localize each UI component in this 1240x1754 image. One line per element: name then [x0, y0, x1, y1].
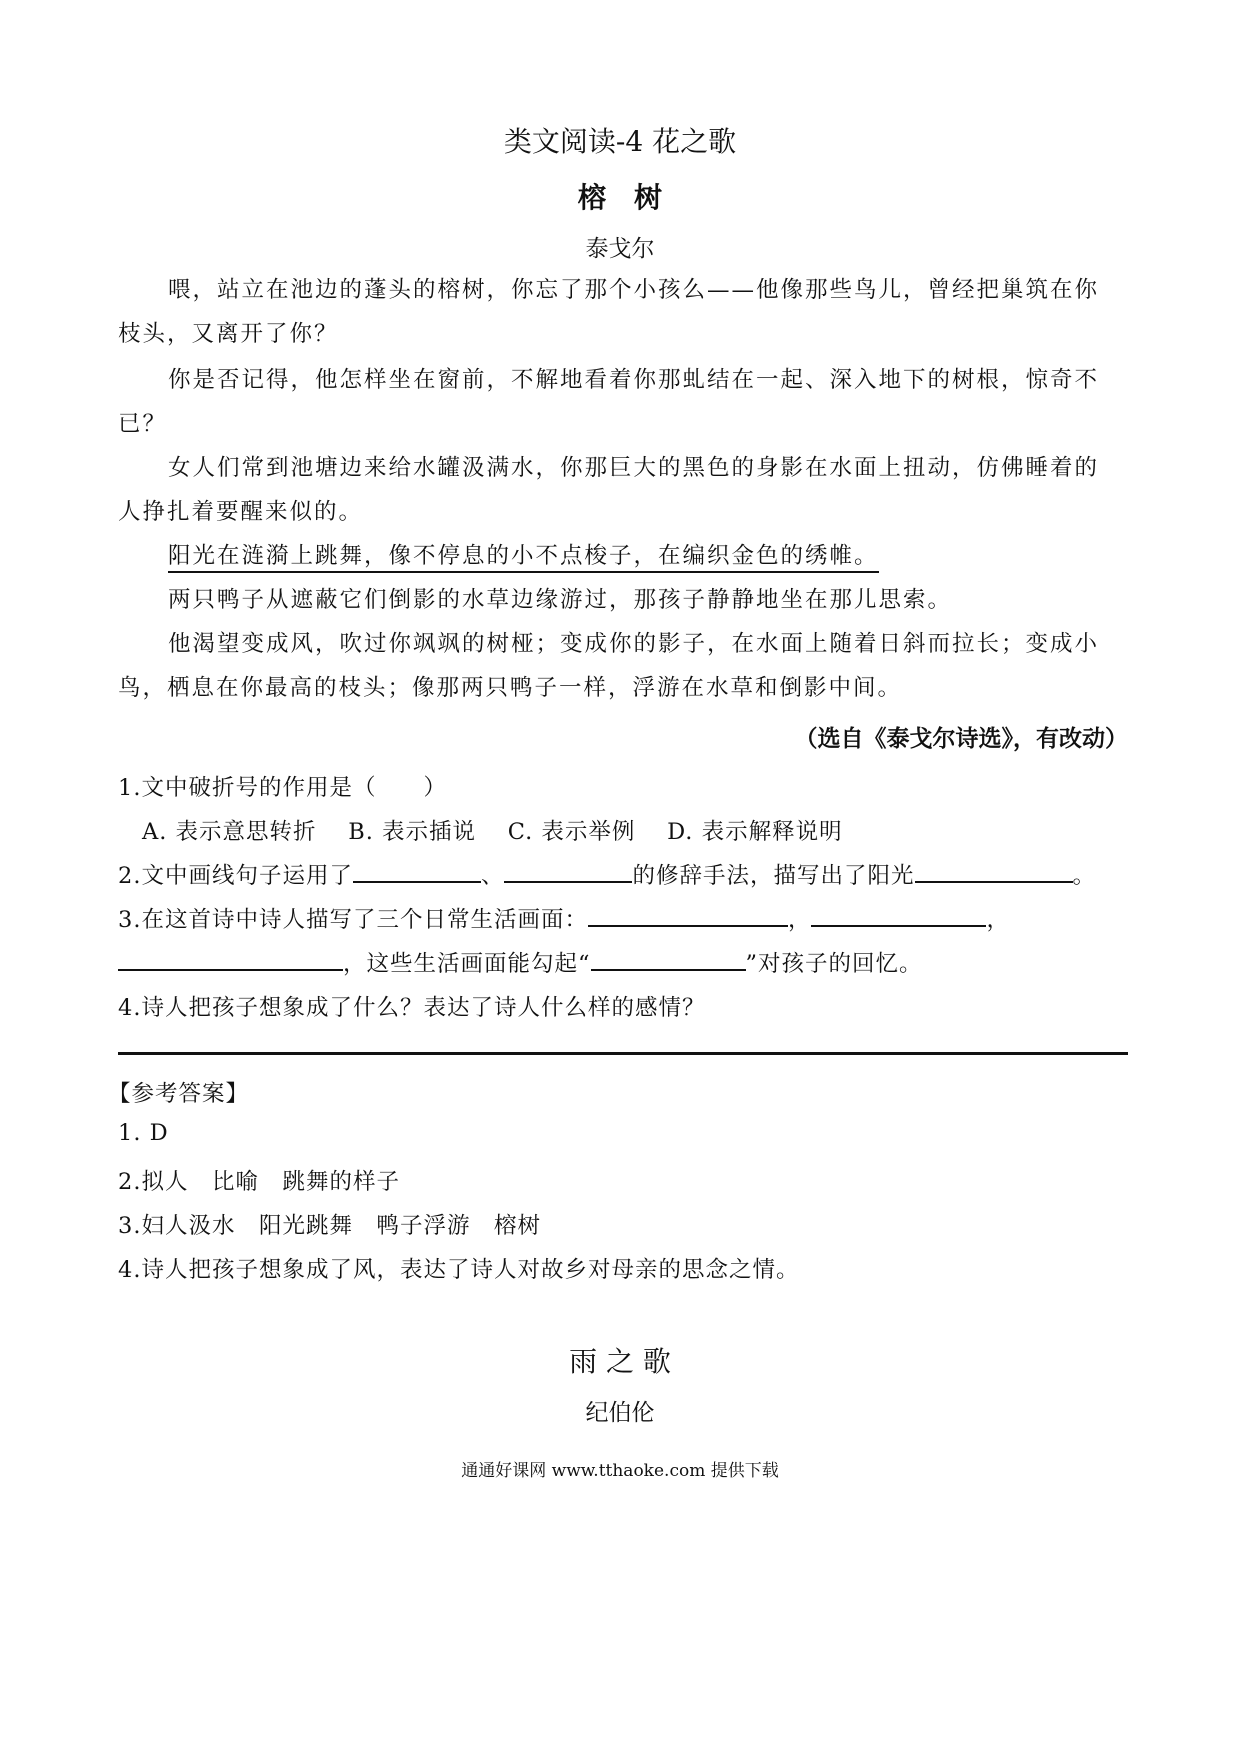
question-4: 4.诗人把孩子想象成了什么？表达了诗人什么样的感情？	[118, 995, 706, 1021]
answer-blank[interactable]	[811, 924, 986, 927]
question-2-text-b: 的修辞手法，描写出了阳光	[632, 863, 915, 889]
question-2-separator: 、	[480, 863, 505, 889]
answer-2: 2.拟人 比喻 跳舞的样子	[118, 1169, 400, 1195]
poem-paragraph-1-line-2: 枝头，又离开了你？	[118, 321, 339, 347]
question-3-line-2	[118, 946, 923, 978]
poem-paragraph-2-line-2: 已？	[118, 411, 168, 437]
footer-text: 通通好课网 www.tthaoke.com 提供下载	[461, 1461, 779, 1481]
question-1: 1.文中破折号的作用是（ ）	[118, 775, 447, 801]
poem-paragraph-5: 两只鸭子从遮蔽它们倒影的水草边缘游过，那孩子静静地坐在那儿思索。	[168, 587, 953, 613]
question-2-end: 。	[1072, 863, 1097, 889]
poem-source: （选自《泰戈尔诗选》，有改动）	[794, 726, 1128, 752]
question-3-comma-2: ，	[986, 907, 1010, 933]
question-3-text-b: ，这些生活画面能勾起“	[343, 951, 591, 977]
answer-4: 4.诗人把孩子想象成了风，表达了诗人对故乡对母亲的思念之情。	[118, 1257, 800, 1283]
question-3-comma-1: ，	[787, 907, 812, 933]
poem-paragraph-3-line-2: 人挣扎着要醒来似的。	[118, 499, 364, 525]
answer-blank[interactable]	[591, 968, 746, 971]
poem-paragraph-6-line-2: 鸟，栖息在你最高的枝头；像那两只鸭子一样，浮游在水草和倒影中间。	[118, 675, 903, 701]
question-1-options: A. 表示意思转折 B. 表示插说 C. 表示举例 D. 表示解释说明	[142, 819, 843, 845]
poem-paragraph-6-line-1: 他渴望变成风，吹过你飒飒的树桠；变成你的影子，在水面上随着日斜而拉长；变成小	[168, 631, 1100, 657]
answer-blank[interactable]	[353, 880, 481, 883]
next-poem-title: 雨 之 歌	[569, 1345, 671, 1378]
section-divider	[118, 1052, 1128, 1055]
answers-heading: 【参考答案】	[108, 1081, 250, 1107]
answer-blank[interactable]	[588, 924, 788, 927]
underlined-sentence: 阳光在涟漪上跳舞，像不停息的小不点梭子，在编织金色的绣帷。	[168, 543, 879, 573]
answer-blank[interactable]	[118, 968, 343, 971]
next-poem-author: 纪伯伦	[585, 1400, 655, 1426]
question-3-line-1	[118, 902, 1010, 934]
question-3-text-a: 3.在这首诗中诗人描写了三个日常生活画面：	[118, 907, 588, 933]
question-2-text-a: 2.文中画线句子运用了	[118, 863, 353, 889]
question-3-text-c: ”对孩子的回忆。	[745, 951, 923, 977]
answer-3: 3.妇人汲水 阳光跳舞 鸭子浮游 榕树	[118, 1213, 541, 1239]
answer-blank[interactable]	[915, 880, 1073, 883]
answer-1: 1. D	[118, 1120, 169, 1146]
poem-paragraph-3-line-1: 女人们常到池塘边来给水罐汲满水，你那巨大的黑色的身影在水面上扭动，仿佛睡着的	[168, 455, 1100, 481]
poem-title: 榕 树	[577, 181, 662, 214]
poem-paragraph-2-line-1: 你是否记得，他怎样坐在窗前，不解地看着你那虬结在一起、深入地下的树根，惊奇不	[168, 367, 1100, 393]
answer-blank[interactable]	[504, 880, 632, 883]
question-2	[118, 858, 1096, 890]
document-title: 类文阅读-4 花之歌	[503, 125, 737, 158]
poem-paragraph-1-line-1: 喂，站立在池边的蓬头的榕树，你忘了那个小孩么——他像那些鸟儿，曾经把巢筑在你	[168, 277, 1100, 303]
poem-author: 泰戈尔	[585, 236, 655, 262]
